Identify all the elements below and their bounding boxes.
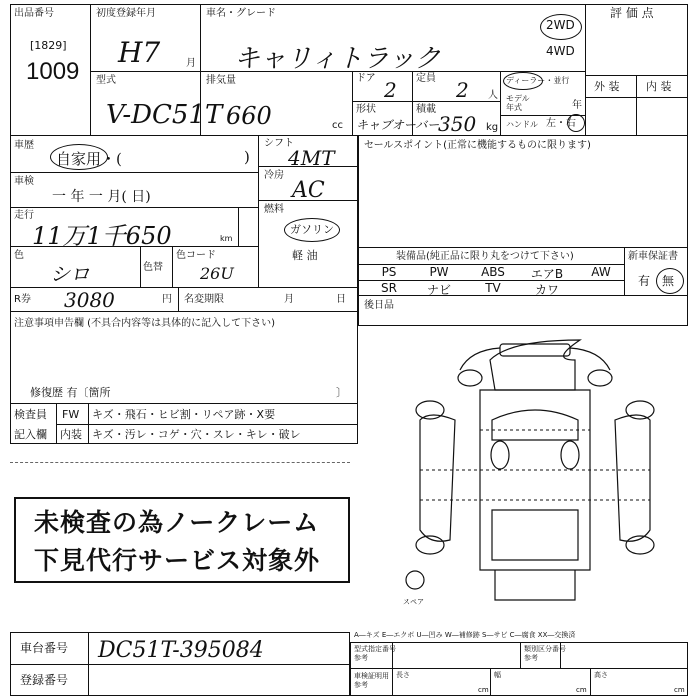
- reg-value: H7: [118, 36, 161, 69]
- color-label: 色: [14, 250, 24, 261]
- mileage-label: 走行: [14, 210, 34, 221]
- load-label: 積載: [416, 104, 436, 115]
- spec-label: 型式指定番号 参考: [354, 645, 396, 662]
- warranty-yes: 有: [638, 274, 651, 288]
- repair-label: 修復歴 有〔箇所: [30, 386, 111, 399]
- width-label: 幅: [494, 671, 501, 679]
- door-value: 2: [384, 78, 397, 102]
- model-label: 型式: [96, 75, 116, 86]
- aircon-label: 冷房: [264, 170, 284, 181]
- spare-label: スペア: [403, 598, 424, 606]
- record-label: 記入欄: [14, 428, 47, 441]
- sales-box: [358, 136, 688, 248]
- import-circle: [503, 72, 543, 90]
- warranty-no: 無: [662, 274, 675, 288]
- class-label: 類別区分番号 参考: [524, 645, 566, 662]
- name-value: キャリィトラック: [234, 44, 441, 74]
- fuel-diesel: 軽 油: [292, 249, 318, 262]
- equip-ps: PS: [381, 265, 397, 279]
- legend: A―キズ E―エクボ U―凹み W―補修跡 S―サビ C―腐食 XX―交換済: [354, 631, 576, 639]
- import-label: ディーラー・並行: [506, 76, 570, 85]
- color-code-value: 26U: [200, 264, 234, 283]
- equip-abs: ABS: [481, 265, 505, 279]
- door-label: ドア: [356, 73, 376, 84]
- aircon-value: AC: [292, 178, 325, 203]
- chassis-label: 車台番号: [20, 641, 69, 655]
- equip-sr: SR: [381, 281, 397, 295]
- equip-navi: ナビ: [426, 283, 451, 297]
- right-side: [615, 415, 650, 541]
- lot-number: 1009: [26, 58, 80, 85]
- cap-unit: 人: [488, 90, 498, 101]
- cm-unit-2: cm: [576, 686, 587, 694]
- load-value: 350: [438, 112, 477, 136]
- year-unit: 年: [572, 100, 582, 111]
- equip-pw: PW: [429, 265, 449, 279]
- rear-box: [358, 296, 688, 326]
- recycle-label: R券: [14, 294, 31, 305]
- notice-line2: 下見代行サービス対象外: [34, 546, 321, 575]
- interior-label: 内装: [60, 428, 82, 441]
- inspect-label: 車検: [14, 176, 34, 187]
- recycle-value: 3080: [64, 288, 115, 312]
- model-year-label: モデル 年式: [506, 94, 530, 112]
- fuel-label: 燃料: [264, 204, 284, 215]
- left-side: [420, 415, 455, 541]
- color-code-label: 色コード: [176, 250, 216, 261]
- transfer-label: 名変期限: [184, 294, 224, 305]
- load-unit: kg: [486, 122, 499, 133]
- equip-leather: カワ: [534, 283, 559, 297]
- mileage-unit: km: [220, 234, 233, 243]
- repair-close: 〕: [336, 386, 347, 399]
- shape-label: 形状: [356, 104, 376, 115]
- color-value: シロ: [50, 262, 90, 286]
- chassis-value: DC51T-395084: [98, 638, 264, 663]
- cap-value: 2: [456, 78, 469, 102]
- color-swap-label: 色替: [143, 262, 163, 273]
- recycle-unit: 円: [162, 294, 172, 305]
- height-label: 高さ: [594, 671, 608, 679]
- handle-options: 左・右: [546, 118, 576, 129]
- dashed-divider: [10, 462, 350, 463]
- history-value: 自家用・(: [56, 150, 122, 168]
- disp-value: 660: [226, 102, 272, 130]
- plate-label: 登録番号: [20, 673, 69, 687]
- interior-text: キズ・汚レ・コゲ・穴・スレ・キレ・破レ: [92, 428, 301, 441]
- history-label: 車歴: [14, 140, 34, 151]
- cm-unit-1: cm: [478, 686, 489, 694]
- notes-label: 注意事項申告欄 (不具合内容等は具体的に記入して下さい): [14, 318, 275, 329]
- reg-label: 初度登録年月: [96, 8, 156, 19]
- shape-value: キャブオーバー: [356, 118, 440, 132]
- handle-label: ハンドル: [506, 120, 538, 129]
- transfer-day: 日: [336, 294, 346, 305]
- drive-2wd: 2WD: [546, 18, 575, 32]
- lot-small: [1829]: [30, 39, 67, 52]
- transfer-month: 月: [284, 294, 294, 305]
- history-close: ): [244, 148, 250, 166]
- notice-line1: 未検査の為ノークレーム: [34, 508, 320, 537]
- length-label: 長さ: [396, 671, 410, 679]
- sales-label: セールスポイント(正常に機能するものに限ります): [364, 140, 591, 151]
- inspect-value: 一 年 一 月( 日): [52, 189, 151, 205]
- disp-label: 排気量: [206, 75, 236, 86]
- lot-label: 出品番号: [14, 8, 54, 19]
- model-value: V-DC51T: [106, 100, 223, 130]
- front-view: [490, 340, 580, 390]
- fw-text: キズ・飛石・ヒビ割・リペア跡・X要: [92, 408, 276, 421]
- fuel-gas: ガソリン: [290, 223, 334, 236]
- grade-label: 評 価 点: [610, 6, 654, 20]
- equip-label: 装備品(純正品に限り丸をつけて下さい): [396, 251, 574, 262]
- month-unit: 月: [186, 58, 196, 69]
- history-circle: [50, 144, 108, 170]
- shift-value: 4MT: [288, 146, 335, 170]
- disp-unit: cc: [332, 120, 343, 131]
- shift-label: シフト: [264, 138, 294, 149]
- interior-label-top: 内 装: [646, 80, 672, 93]
- handle-circle: [567, 114, 585, 132]
- equip-tv: TV: [485, 281, 501, 295]
- equip-airbag: エアB: [530, 267, 564, 281]
- fw-label: FW: [62, 408, 80, 421]
- warranty-circle: [656, 268, 684, 294]
- exterior-label: 外 装: [594, 80, 620, 93]
- cap-label: 定員: [416, 73, 436, 84]
- equip-aw: AW: [591, 265, 611, 279]
- warranty-label: 新車保証書: [628, 251, 678, 262]
- rear-label: 後日品: [364, 300, 394, 311]
- inspector-label: 検査員: [14, 408, 47, 421]
- spec-box: [350, 642, 688, 696]
- car-diagram: [400, 330, 670, 610]
- fuel-circle: [284, 218, 340, 242]
- top-body: [480, 390, 590, 570]
- grade-box: [586, 4, 688, 136]
- name-label: 車名・グレード: [206, 8, 276, 19]
- mileage-value: 11万1千650: [32, 222, 172, 250]
- drive-4wd: 4WD: [546, 44, 575, 58]
- cert-label: 車検証明用 参考: [354, 672, 389, 689]
- cm-unit-3: cm: [674, 686, 685, 694]
